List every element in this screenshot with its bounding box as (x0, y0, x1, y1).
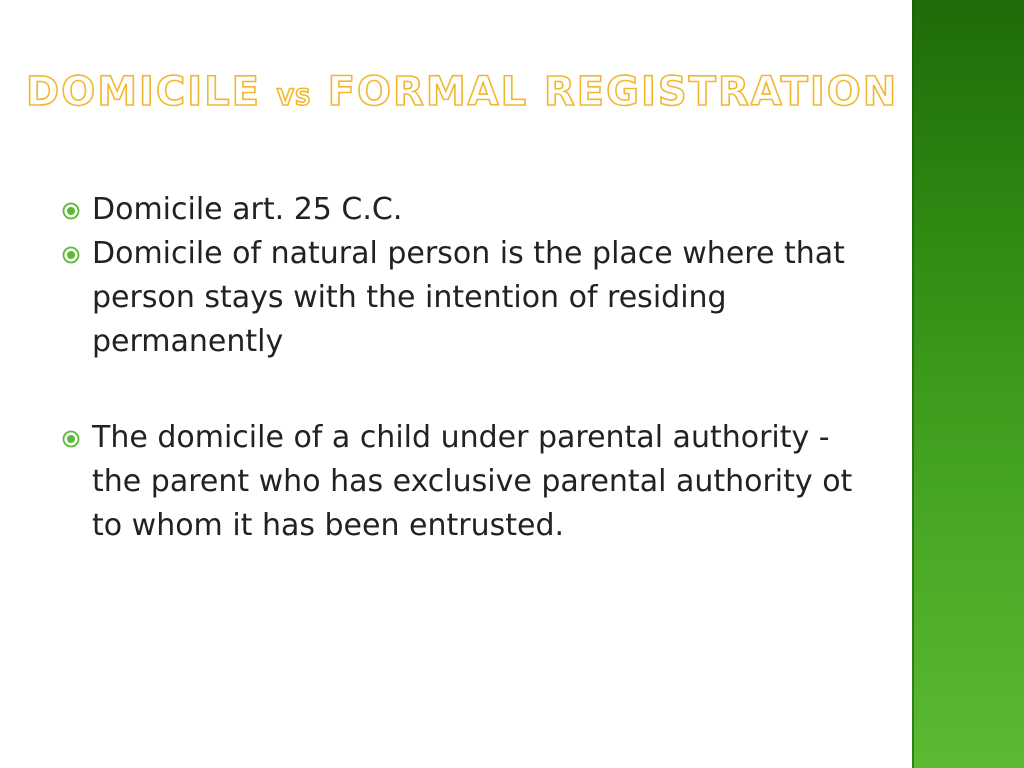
slide-title (26, 62, 899, 122)
bullet-item (62, 232, 862, 364)
bullet-text: Domicile art. 25 C.C. (92, 192, 403, 227)
radio-bullet-icon (62, 246, 80, 264)
bullet-item (62, 416, 862, 548)
title-part2: FORMAL REGISTRATION (327, 69, 899, 115)
bullet-list (62, 188, 862, 548)
bullet-item (62, 188, 862, 232)
title-part1: DOMICILE (26, 69, 261, 115)
bullet-text: Domicile of natural person is the place where that person stays with the intention of residing permanently (92, 236, 845, 359)
radio-bullet-icon (62, 202, 80, 220)
side-bar-edge (912, 0, 914, 768)
green-side-bar (912, 0, 1024, 768)
title-vs: VS (276, 86, 312, 111)
radio-bullet-icon (62, 430, 80, 448)
bullet-text: The domicile of a child under parental authority - the parent who has exclusive parental authority ot to whom it has been entrusted. (92, 420, 853, 543)
